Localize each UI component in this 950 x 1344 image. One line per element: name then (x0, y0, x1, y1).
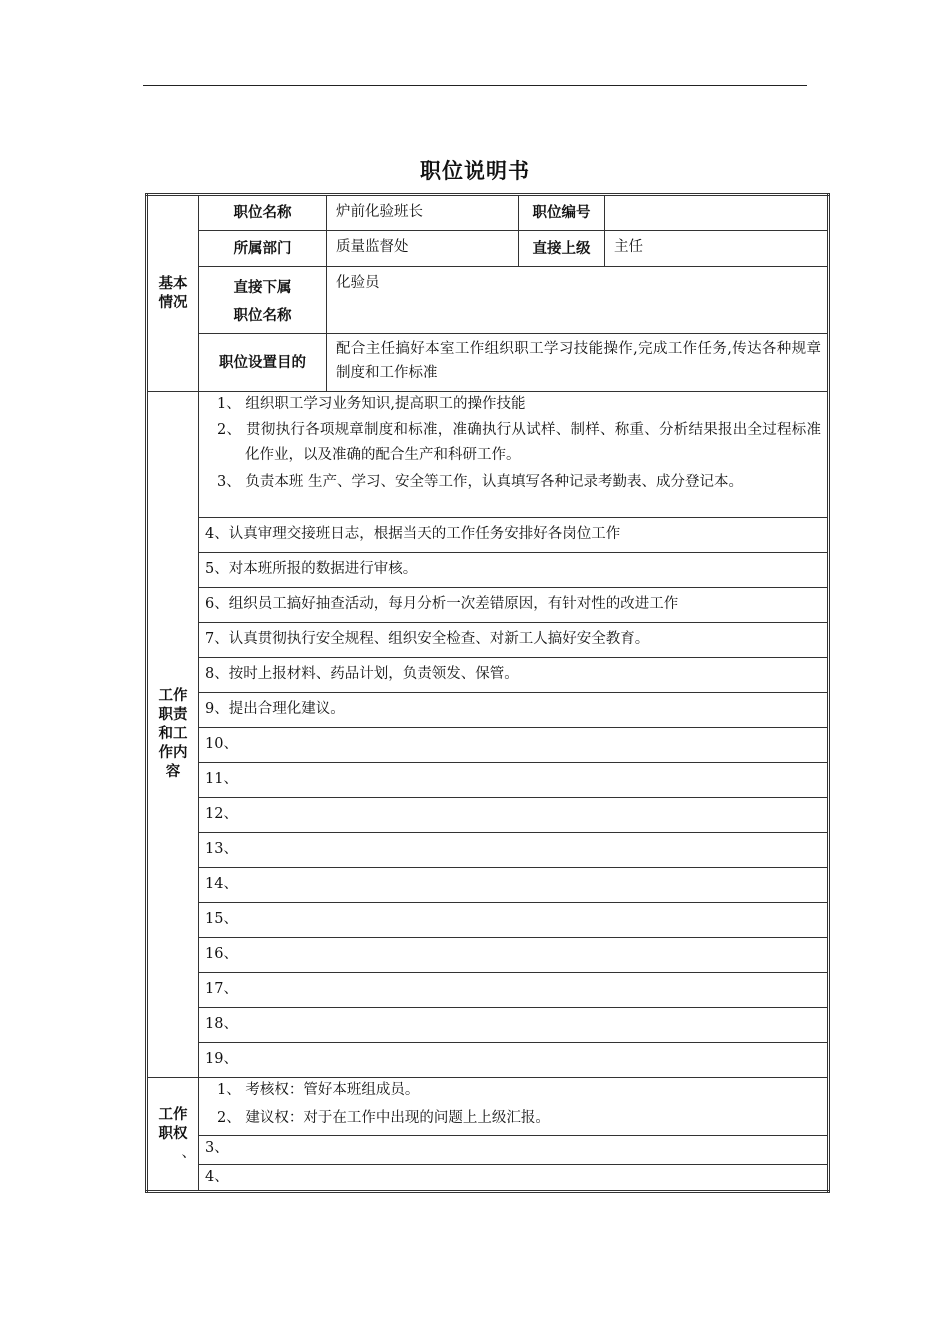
duty-item-6: 6、组织员工搞好抽查活动，每月分析一次差错原因，有针对性的改进工作 (199, 588, 829, 623)
position-name-label: 职位名称 (199, 195, 327, 231)
duty-item-18: 18、 (199, 1008, 829, 1043)
duty-item-5: 5、对本班所报的数据进行审核。 (199, 553, 829, 588)
subordinate-value: 化验员 (327, 267, 829, 334)
purpose-value: 配合主任搞好本室工作组织职工学习技能操作,完成工作任务,传达各种规章制度和工作标准 (327, 334, 829, 392)
duty-item-11: 11、 (199, 763, 829, 798)
authority-label-text: 工作 职权 (158, 1106, 188, 1142)
authority-section-label (147, 1078, 199, 1192)
duty-item-3 (199, 470, 829, 518)
purpose-label: 职位设置目的 (199, 334, 327, 392)
duty-item-13: 13、 (199, 833, 829, 868)
duty-item-2-text: 2、 贯彻执行各项规章制度和标准，准确执行从试样、制样、称重、分析结果报出全过程标准化作业，以及准确的配合生产和科研工作。 (217, 421, 821, 463)
duties-label-text: 工作 职责 和工 作内 容 (158, 688, 188, 780)
duty-item-8: 8、按时上报材料、药品计划，负责领发、保管。 (199, 658, 829, 693)
department-value: 质量监督处 (327, 231, 519, 267)
duty-item-10: 10、 (199, 728, 829, 763)
duty-item-17: 17、 (199, 973, 829, 1008)
position-no-value (605, 195, 829, 231)
duty-item-9: 9、提出合理化建议。 (199, 693, 829, 728)
duty-item-15: 15、 (199, 903, 829, 938)
duties-section-label (147, 392, 199, 1078)
authority-label-tail: 、 (181, 1144, 196, 1161)
duty-item-16: 16、 (199, 938, 829, 973)
authority-item-1: 1、 考核权：管好本班组成员。 (199, 1078, 829, 1106)
subordinate-label-1: 直接下属 (199, 267, 327, 300)
document-title: 职位说明书 (420, 159, 530, 183)
duty-item-12: 12、 (199, 798, 829, 833)
basic-info-section-label (147, 195, 199, 392)
duty-item-3-text: 3、 负责本班 生产、学习、安全等工作，认真填写各种记录考勤表、成分登记本。 (217, 473, 743, 490)
basic-label-text: 基本 情况 (158, 275, 188, 311)
job-description-table (145, 193, 830, 1193)
duty-item-1: 1、 组织职工学习业务知识,提高职工的操作技能 (199, 392, 829, 418)
supervisor-value: 主任 (605, 231, 829, 267)
duty-item-14: 14、 (199, 868, 829, 903)
duty-item-4: 4、认真审理交接班日志，根据当天的工作任务安排好各岗位工作 (199, 518, 829, 553)
supervisor-label: 直接上级 (519, 231, 605, 267)
position-name-value: 炉前化验班长 (327, 195, 519, 231)
duty-item-2 (199, 418, 829, 470)
duty-item-7: 7、认真贯彻执行安全规程、组织安全检查、对新工人搞好安全教育。 (199, 623, 829, 658)
position-no-label: 职位编号 (519, 195, 605, 231)
header-rule (143, 85, 807, 86)
authority-item-3: 3、 (199, 1136, 829, 1165)
department-label: 所属部门 (199, 231, 327, 267)
duty-item-19: 19、 (199, 1043, 829, 1078)
subordinate-label-2: 职位名称 (199, 300, 327, 334)
authority-item-2: 2、 建议权：对于在工作中出现的问题上上级汇报。 (199, 1106, 829, 1136)
authority-item-4: 4、 (199, 1165, 829, 1192)
